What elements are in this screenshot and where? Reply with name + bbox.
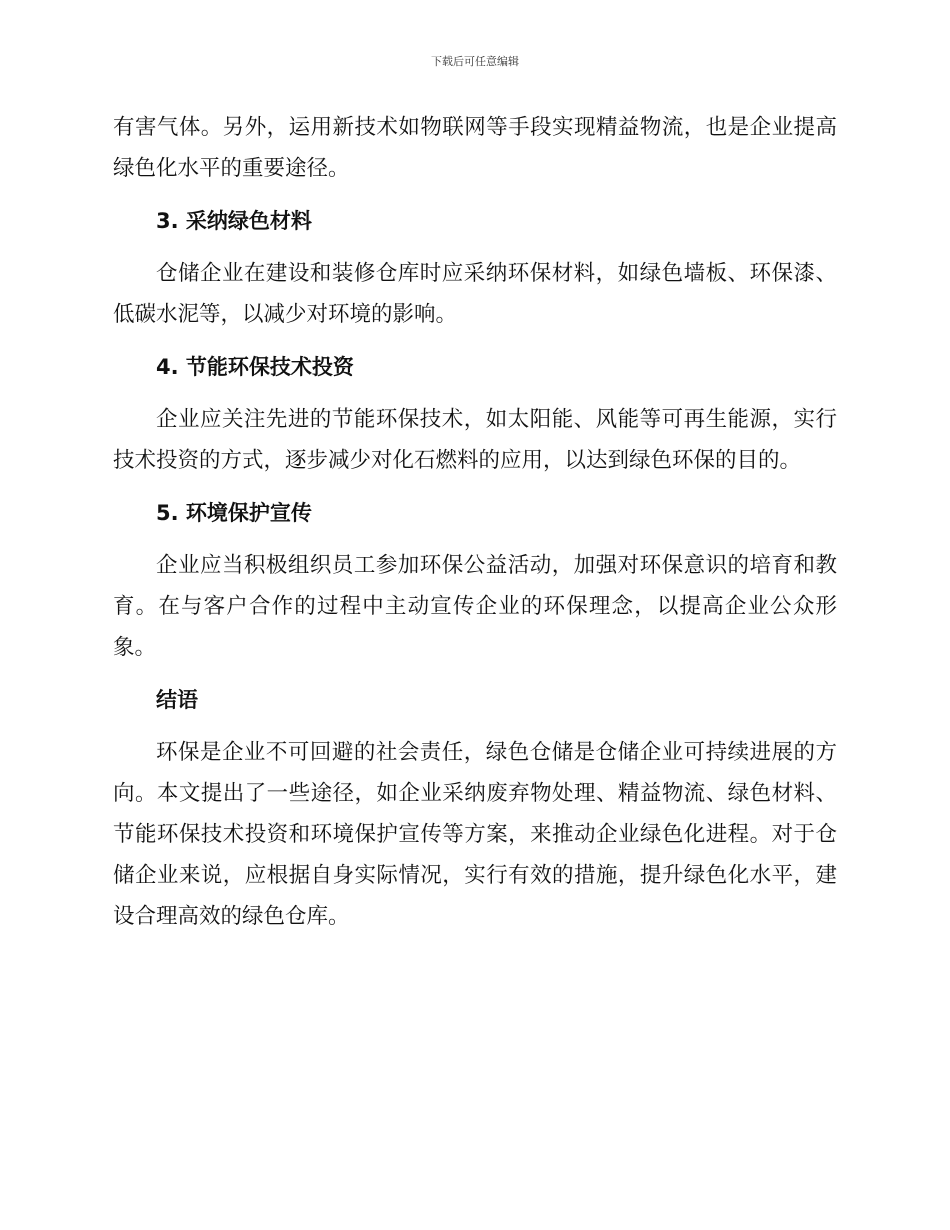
paragraph-continuation: 有害气体。另外，运用新技术如物联网等手段实现精益物流，也是企业提高绿色化水平的重要途径。 bbox=[113, 115, 837, 181]
conclusion-heading: 结语 bbox=[156, 688, 198, 712]
paragraph-section-4: 企业应关注先进的节能环保技术，如太阳能、风能等可再生能源，实行技术投资的方式，逐步减少对化石燃料的应用，以达到绿色环保的目的。 bbox=[113, 407, 837, 473]
section-heading-5: 5. 环境保护宣传 bbox=[156, 501, 312, 525]
paragraph-section-3: 仓储企业在建设和装修仓库时应采纳环保材料，如绿色墙板、环保漆、低碳水泥等，以减少对环境的影响。 bbox=[113, 261, 837, 327]
document-body bbox=[113, 107, 837, 937]
section-heading-4: 4. 节能环保技术投资 bbox=[156, 355, 354, 379]
section-heading-3: 3. 采纳绿色材料 bbox=[156, 209, 312, 233]
paragraph-section-5: 企业应当积极组织员工参加环保公益活动，加强对环保意识的培育和教育。在与客户合作的过程中主动宣传企业的环保理念，以提高企业公众形象。 bbox=[113, 553, 837, 660]
page-header: 下载后可任意编辑 bbox=[431, 55, 519, 68]
paragraph-conclusion: 环保是企业不可回避的社会责任，绿色仓储是仓储企业可持续进展的方向。本文提出了一些途径，如企业采纳废弃物处理、精益物流、绿色材料、节能环保技术投资和环境保护宣传等方案，来推动企业绿色化进程。对于仓储企业来说，应根据自身实际情况，实行有效的措施，提升绿色化水平，建设合理高效的绿色仓库。 bbox=[113, 740, 837, 929]
